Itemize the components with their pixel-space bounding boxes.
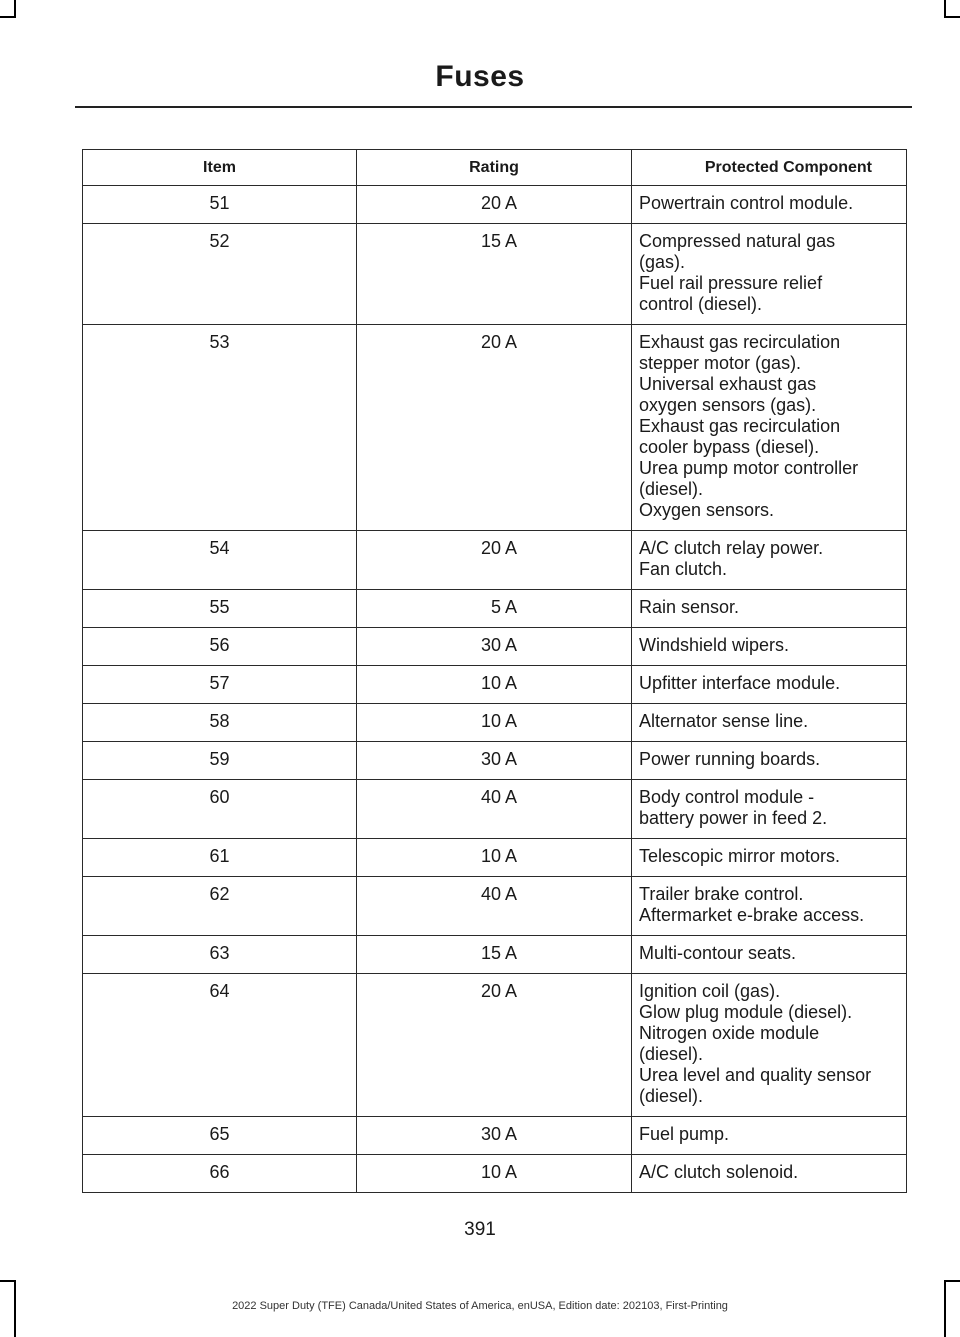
component-line: Urea level and quality sensor — [639, 1065, 872, 1085]
component-line: Compressed natural gas — [639, 231, 836, 251]
protected-component — [632, 628, 907, 666]
fuse-item-number: 60 — [83, 780, 357, 839]
fuse-rating: 20 A — [357, 186, 632, 224]
fuse-item-number: 58 — [83, 704, 357, 742]
protected-component — [632, 704, 907, 742]
component-line: Oxygen sensors. — [639, 500, 775, 520]
fuse-item-number: 62 — [83, 877, 357, 936]
table-row — [83, 1117, 907, 1155]
table-row — [83, 224, 907, 325]
crop-mark-top-right — [944, 16, 960, 18]
fuse-rating: 30 A — [357, 1117, 632, 1155]
fuse-rating: 10 A — [357, 666, 632, 704]
crop-mark-bottom-right — [944, 1280, 960, 1282]
protected-component — [632, 186, 907, 224]
fuse-rating: 10 A — [357, 704, 632, 742]
title-divider — [75, 106, 912, 108]
table-row — [83, 590, 907, 628]
protected-component — [632, 1117, 907, 1155]
fuse-item-number: 63 — [83, 936, 357, 974]
component-line: Fuel pump. — [639, 1124, 730, 1144]
component-line: Trailer brake control. — [639, 884, 804, 904]
fuse-item-number: 54 — [83, 531, 357, 590]
component-line: Power running boards. — [639, 749, 821, 769]
component-line: battery power in feed 2. — [639, 808, 828, 828]
edition-footer: 2022 Super Duty (TFE) Canada/United States of America, enUSA, Edition date: 202103, First-Printing — [232, 1300, 728, 1312]
fuse-table — [82, 149, 907, 1193]
component-line: Aftermarket e-brake access. — [639, 905, 865, 925]
fuse-rating: 10 A — [357, 1155, 632, 1193]
fuse-item-number: 61 — [83, 839, 357, 877]
component-line: Rain sensor. — [639, 597, 740, 617]
fuse-rating: 15 A — [357, 936, 632, 974]
page-title: Fuses — [435, 60, 525, 93]
page-number: 391 — [464, 1219, 496, 1240]
protected-component — [632, 666, 907, 704]
protected-component — [632, 742, 907, 780]
fuse-item-number: 55 — [83, 590, 357, 628]
table-row — [83, 974, 907, 1117]
table-row — [83, 936, 907, 974]
component-line: control (diesel). — [639, 294, 763, 314]
component-line: Exhaust gas recirculation — [639, 332, 841, 352]
table-row — [83, 186, 907, 224]
component-line: Fuel rail pressure relief — [639, 273, 823, 293]
protected-component — [632, 590, 907, 628]
protected-component — [632, 974, 907, 1117]
fuse-rating: 30 A — [357, 628, 632, 666]
component-line: (diesel). — [639, 1086, 704, 1106]
column-header-protected-component: Protected Component — [632, 150, 907, 186]
fuse-rating: 30 A — [357, 742, 632, 780]
component-line: oxygen sensors (gas). — [639, 395, 817, 415]
protected-component — [632, 531, 907, 590]
component-line: Multi-contour seats. — [639, 943, 797, 963]
table-row — [83, 839, 907, 877]
protected-component — [632, 224, 907, 325]
fuse-rating: 20 A — [357, 531, 632, 590]
fuse-rating: 40 A — [357, 780, 632, 839]
component-line: Ignition coil (gas). — [639, 981, 781, 1001]
component-line: A/C clutch solenoid. — [639, 1162, 799, 1182]
component-line: Glow plug module (diesel). — [639, 1002, 853, 1022]
component-line: Nitrogen oxide module — [639, 1023, 820, 1043]
table-row — [83, 666, 907, 704]
table-row — [83, 780, 907, 839]
component-line: Urea pump motor controller — [639, 458, 859, 478]
protected-component — [632, 1155, 907, 1193]
component-line: Alternator sense line. — [639, 711, 809, 731]
crop-mark-bottom-left — [0, 1280, 16, 1282]
table-row — [83, 704, 907, 742]
fuse-table-body — [83, 186, 907, 1193]
component-line: (diesel). — [639, 1044, 704, 1064]
fuse-item-number: 64 — [83, 974, 357, 1117]
table-row — [83, 325, 907, 531]
fuse-item-number: 59 — [83, 742, 357, 780]
protected-component — [632, 877, 907, 936]
table-row — [83, 531, 907, 590]
fuse-rating: 15 A — [357, 224, 632, 325]
fuse-item-number: 51 — [83, 186, 357, 224]
fuse-item-number: 57 — [83, 666, 357, 704]
fuse-item-number: 56 — [83, 628, 357, 666]
component-line: Windshield wipers. — [639, 635, 790, 655]
column-header-rating: Rating — [357, 150, 632, 186]
component-line: Upfitter interface module. — [639, 673, 841, 693]
fuse-item-number: 53 — [83, 325, 357, 531]
component-line: Universal exhaust gas — [639, 374, 817, 394]
protected-component — [632, 780, 907, 839]
component-line: (diesel). — [639, 479, 704, 499]
protected-component — [632, 839, 907, 877]
fuse-rating: 40 A — [357, 877, 632, 936]
fuse-rating: 5 A — [357, 590, 632, 628]
component-line: stepper motor (gas). — [639, 353, 802, 373]
fuse-rating: 20 A — [357, 325, 632, 531]
component-line: (gas). — [639, 252, 686, 272]
table-row — [83, 628, 907, 666]
component-line: Telescopic mirror motors. — [639, 846, 841, 866]
component-line: A/C clutch relay power. — [639, 538, 824, 558]
column-header-item: Item — [83, 150, 357, 186]
component-line: cooler bypass (diesel). — [639, 437, 820, 457]
fuse-item-number: 65 — [83, 1117, 357, 1155]
table-header-row — [83, 150, 907, 186]
fuse-rating: 10 A — [357, 839, 632, 877]
fuse-rating: 20 A — [357, 974, 632, 1117]
component-line: Exhaust gas recirculation — [639, 416, 841, 436]
fuse-item-number: 52 — [83, 224, 357, 325]
table-row — [83, 742, 907, 780]
protected-component — [632, 325, 907, 531]
component-line: Body control module - — [639, 787, 815, 807]
protected-component — [632, 936, 907, 974]
crop-mark-top-left — [0, 16, 16, 18]
table-row — [83, 1155, 907, 1193]
fuse-item-number: 66 — [83, 1155, 357, 1193]
table-row — [83, 877, 907, 936]
component-line: Fan clutch. — [639, 559, 728, 579]
component-line: Powertrain control module. — [639, 193, 854, 213]
